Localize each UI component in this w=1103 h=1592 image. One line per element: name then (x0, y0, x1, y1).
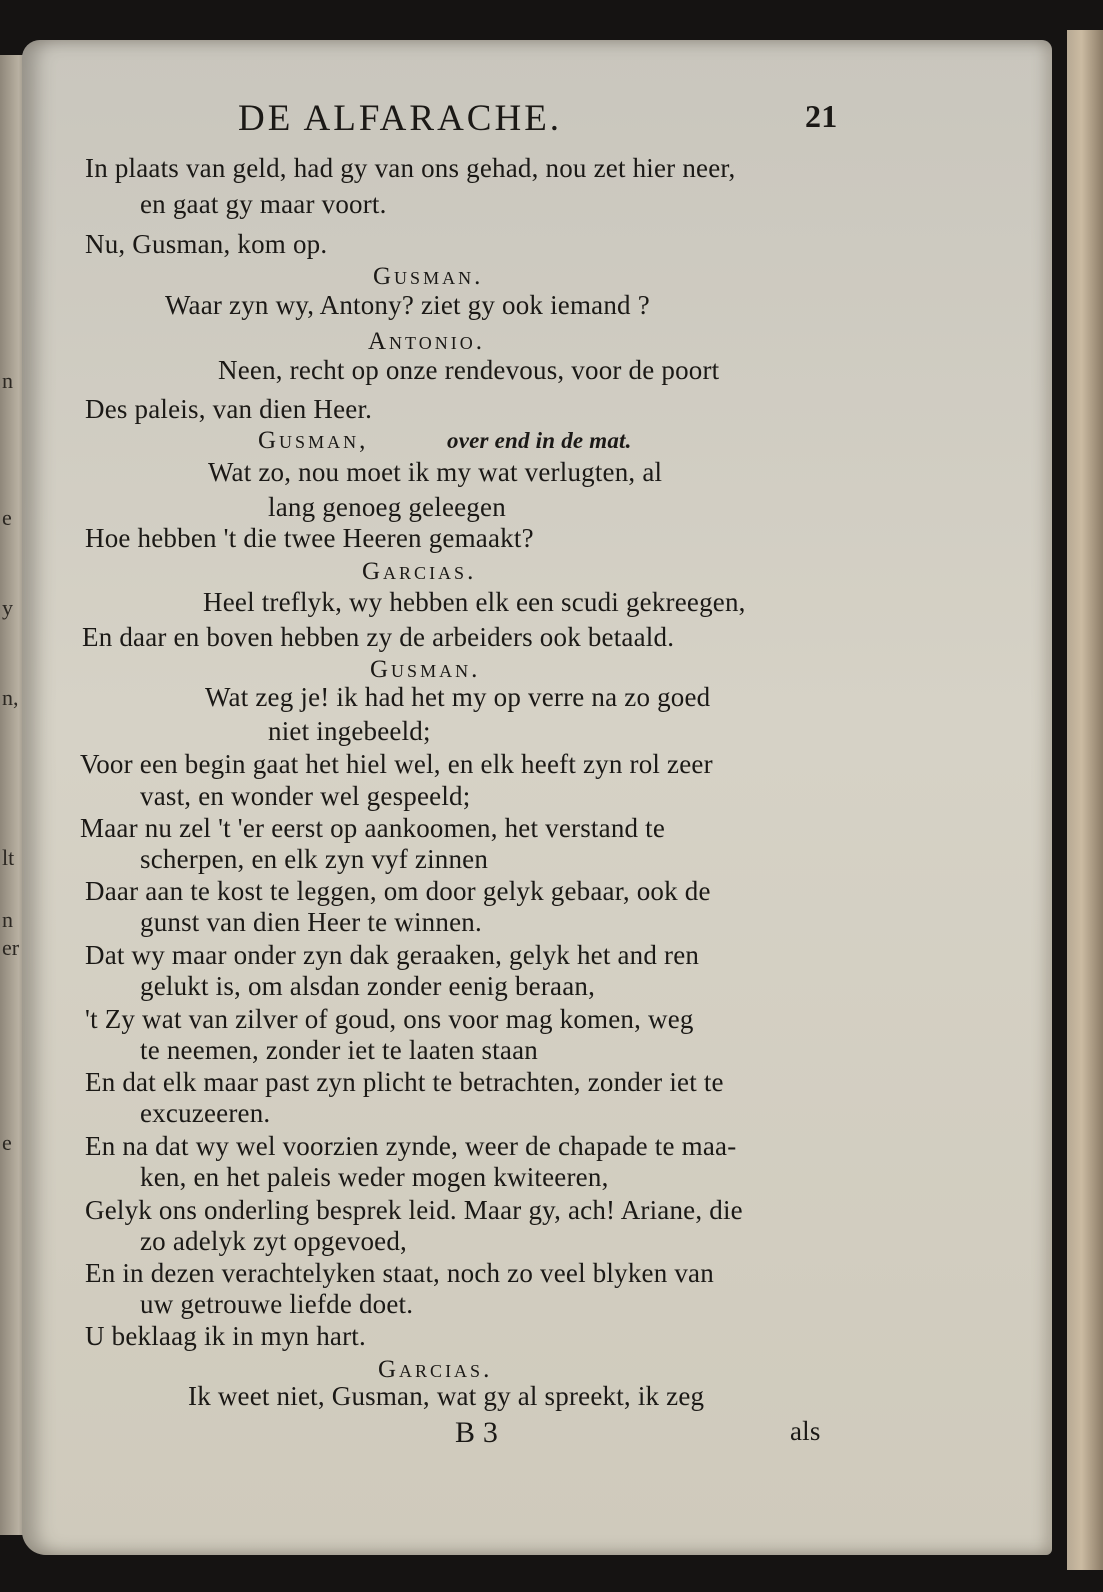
speaker-name: Antonio. (368, 328, 485, 355)
text-line: Gelyk ons onderling besprek leid. Maar gy, ach! Ariane, die (85, 1195, 743, 1225)
catchword: als (790, 1416, 821, 1446)
text-line: Ik weet niet, Gusman, wat gy al spreekt, ik zeg (188, 1381, 705, 1411)
text-line: uw getrouwe liefde doet. (140, 1289, 414, 1319)
speaker-name: Garcias. (378, 1356, 493, 1383)
text-line: Wat zo, nou moet ik my wat verlugten, al (208, 457, 663, 487)
speaker-name: Gusman. (370, 656, 481, 683)
left-page-fragment: n (2, 907, 13, 932)
text-line: Heel treflyk, wy hebben elk een scudi gekreegen, (203, 587, 746, 617)
text-line: Maar nu zel 't 'er eerst op aankoomen, het verstand te (80, 813, 666, 843)
speaker-name: Garcias. (362, 558, 477, 585)
text-line: En dat elk maar past zyn plicht te betrachten, zonder iet te (85, 1067, 724, 1097)
left-page-fragments (0, 55, 20, 1535)
running-title: DE ALFARACHE. (238, 98, 563, 139)
stage-direction: over end in de mat. (447, 428, 632, 453)
page-number: 21 (805, 98, 838, 134)
text-line: Hoe hebben 't die twee Heeren gemaakt? (85, 523, 534, 553)
text-line: Wat zeg je! ik had het my op verre na zo goed (205, 682, 711, 712)
speaker-name: Gusman, (258, 427, 369, 454)
text-line: scherpen, en elk zyn vyf zinnen (140, 844, 489, 874)
text-line: Waar zyn wy, Antony? ziet gy ook iemand ? (165, 290, 650, 320)
left-page-fragment: n (2, 368, 13, 393)
text-line: vast, en wonder wel gespeeld; (140, 781, 471, 811)
speaker-name: Gusman. (373, 263, 484, 290)
text-line: En daar en boven hebben zy de arbeiders ook betaald. (82, 622, 675, 652)
text-line: Voor een begin gaat het hiel wel, en elk heeft zyn rol zeer (80, 749, 713, 779)
left-page-fragment: y (2, 595, 13, 620)
text-line: zo adelyk zyt opgevoed, (140, 1226, 408, 1256)
text-line: 't Zy wat van zilver of goud, ons voor mag komen, weg (85, 1004, 694, 1034)
left-page-fragment: e (2, 1130, 12, 1155)
text-line: gelukt is, om alsdan zonder eenig beraan, (140, 971, 596, 1001)
left-page-fragment: er (2, 935, 20, 960)
text-line: niet ingebeeld; (268, 716, 431, 746)
left-page-fragment: n, (2, 685, 19, 710)
left-page-fragment: e (2, 505, 12, 530)
text-line: En in dezen verachtelyken staat, noch zo veel blyken van (85, 1258, 714, 1288)
text-line: Dat wy maar onder zyn dak geraaken, gelyk het and ren (85, 940, 700, 970)
text-line: ken, en het paleis weder mogen kwiteeren, (140, 1162, 609, 1192)
text-line: en gaat gy maar voort. (140, 189, 387, 219)
text-line: lang genoeg geleegen (268, 492, 506, 522)
text-line: Daar aan te kost te leggen, om door gelyk gebaar, ook de (85, 876, 711, 906)
text-line: excuzeeren. (140, 1098, 271, 1128)
text-line: U beklaag ik in myn hart. (85, 1321, 366, 1351)
text-line: gunst van dien Heer te winnen. (140, 907, 482, 937)
text-line: te neemen, zonder iet te laaten staan (140, 1035, 538, 1065)
text-line: En na dat wy wel voorzien zynde, weer de chapade te maa- (85, 1131, 737, 1161)
signature-mark: B 3 (455, 1416, 499, 1449)
left-page-fragment: lt (2, 845, 15, 870)
text-line: Neen, recht op onze rendevous, voor de poort (218, 355, 720, 385)
text-line: Nu, Gusman, kom op. (85, 229, 328, 259)
text-line: Des paleis, van dien Heer. (85, 394, 373, 424)
right-page-edge (1067, 30, 1103, 1570)
text-line: In plaats van geld, had gy van ons gehad, nou zet hier neer, (85, 153, 736, 183)
